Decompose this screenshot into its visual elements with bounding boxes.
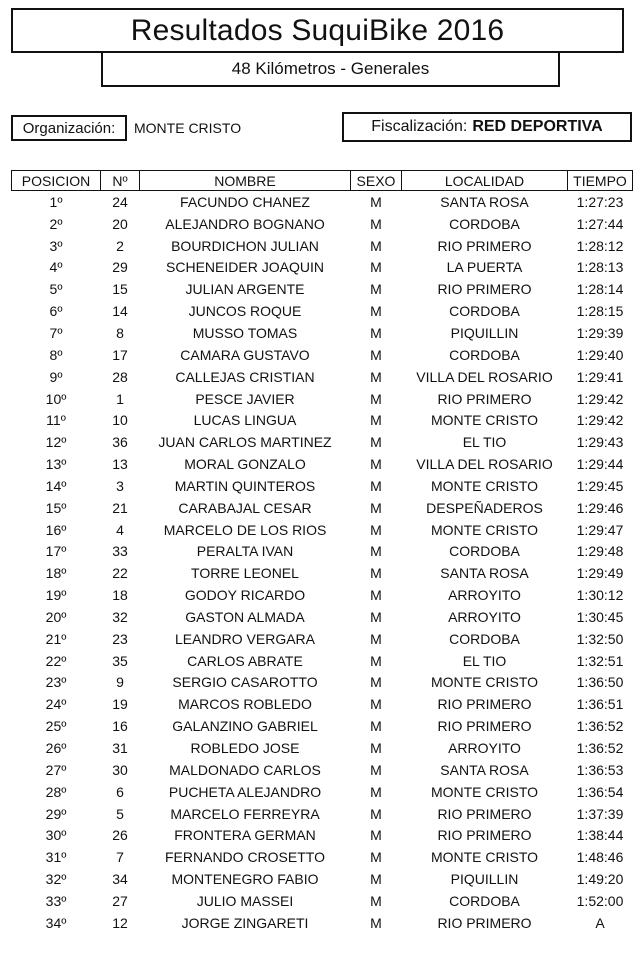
localidad-cell: RIO PRIMERO — [437, 237, 532, 254]
tiempo-cell: 1:29:47 — [576, 521, 624, 538]
posicion-cell: 27º — [45, 761, 67, 778]
tiempo-cell: 1:36:53 — [576, 761, 624, 778]
table-row — [12, 409, 633, 431]
posicion-cell: 32º — [45, 871, 67, 888]
column-header-nombre: NOMBRE — [140, 171, 351, 191]
numero-cell: 21 — [112, 499, 128, 516]
posicion-cell: 3º — [49, 237, 63, 254]
page-title — [11, 8, 624, 53]
localidad-cell: CORDOBA — [449, 892, 520, 909]
table-row — [12, 257, 633, 279]
posicion-cell: 16º — [45, 521, 67, 538]
sexo-cell: M — [370, 608, 382, 625]
posicion-cell: 4º — [49, 259, 63, 276]
fiscalization-box — [342, 112, 632, 142]
fiscalization-value: RED DEPORTIVA — [472, 118, 603, 135]
posicion-cell: 33º — [45, 892, 67, 909]
numero-cell: 34 — [112, 871, 128, 888]
nombre-cell: LUCAS LINGUA — [193, 412, 297, 429]
posicion-cell: 11º — [46, 412, 66, 429]
posicion-cell: 29º — [45, 805, 67, 822]
tiempo-cell: 1:37:39 — [576, 805, 624, 822]
tiempo-cell: 1:28:14 — [576, 281, 624, 298]
numero-cell: 3 — [116, 477, 124, 494]
nombre-cell: TORRE LEONEL — [191, 565, 299, 582]
results-body — [12, 191, 633, 934]
nombre-cell: MUSSO TOMAS — [192, 324, 298, 341]
numero-cell: 27 — [112, 892, 128, 909]
sexo-cell: M — [370, 259, 382, 276]
sexo-cell: M — [370, 674, 382, 691]
numero-cell: 6 — [116, 783, 124, 800]
nombre-cell: PERALTA IVAN — [196, 543, 294, 560]
nombre-cell: FERNANDO CROSETTO — [165, 849, 325, 866]
table-row — [12, 824, 633, 846]
table-row — [12, 497, 633, 519]
numero-cell: 18 — [112, 587, 128, 604]
posicion-cell: 20º — [45, 608, 67, 625]
tiempo-cell: 1:49:20 — [576, 871, 624, 888]
nombre-cell: FRONTERA GERMAN — [174, 827, 316, 844]
table-row — [12, 519, 633, 541]
tiempo-cell: 1:29:46 — [576, 499, 624, 516]
sexo-cell: M — [370, 215, 382, 232]
sexo-cell: M — [370, 477, 382, 494]
numero-cell: 35 — [112, 652, 128, 669]
column-header-numero: Nº — [101, 171, 140, 191]
table-row — [12, 606, 633, 628]
nombre-cell: GODOY RICARDO — [184, 587, 306, 604]
tiempo-cell: 1:28:13 — [576, 259, 624, 276]
sexo-cell: M — [370, 652, 382, 669]
localidad-cell: MONTE CRISTO — [430, 412, 539, 429]
table-row — [12, 322, 633, 344]
sexo-cell: M — [370, 456, 382, 473]
localidad-cell: CORDOBA — [449, 630, 520, 647]
posicion-cell: 13º — [45, 456, 67, 473]
posicion-cell: 31º — [45, 849, 67, 866]
nombre-cell: PESCE JAVIER — [195, 390, 295, 407]
table-row — [12, 541, 633, 563]
posicion-cell: 24º — [45, 696, 67, 713]
nombre-cell: LEANDRO VERGARA — [174, 630, 316, 647]
tiempo-cell: 1:36:50 — [576, 674, 624, 691]
numero-cell: 33 — [112, 543, 128, 560]
sexo-cell: M — [370, 237, 382, 254]
localidad-cell: RIO PRIMERO — [437, 914, 532, 931]
sexo-cell: M — [370, 543, 382, 560]
sexo-cell: M — [370, 390, 382, 407]
localidad-cell: LA PUERTA — [446, 259, 523, 276]
tiempo-cell: 1:29:42 — [576, 390, 624, 407]
column-header-localidad: LOCALIDAD — [402, 171, 568, 191]
sexo-cell: M — [370, 521, 382, 538]
nombre-cell: JUNCOS ROQUE — [188, 303, 302, 320]
sexo-cell: M — [370, 740, 382, 757]
numero-cell: 20 — [112, 215, 128, 232]
nombre-cell: JORGE ZINGARETI — [181, 914, 309, 931]
sexo-cell: M — [370, 565, 382, 582]
tiempo-cell: 1:32:51 — [576, 652, 624, 669]
sexo-cell: M — [370, 499, 382, 516]
numero-cell: 19 — [112, 696, 128, 713]
numero-cell: 24 — [112, 193, 128, 210]
nombre-cell: ALEJANDRO BOGNANO — [165, 215, 325, 232]
table-row — [12, 213, 633, 235]
table-row — [12, 846, 633, 868]
posicion-cell: 28º — [45, 783, 67, 800]
posicion-cell: 34º — [45, 914, 67, 931]
tiempo-cell: 1:27:44 — [576, 215, 624, 232]
tiempo-cell: 1:36:52 — [576, 718, 624, 735]
localidad-cell: ARROYITO — [448, 608, 521, 625]
table-row — [12, 584, 633, 606]
numero-cell: 31 — [112, 740, 128, 757]
localidad-cell: SANTA ROSA — [440, 565, 529, 582]
localidad-cell: PIQUILLIN — [450, 871, 519, 888]
sexo-cell: M — [370, 892, 382, 909]
posicion-cell: 10º — [45, 390, 67, 407]
localidad-cell: RIO PRIMERO — [437, 696, 532, 713]
localidad-cell: RIO PRIMERO — [437, 805, 532, 822]
title-text: Resultados SuquiBike 2016 — [130, 13, 505, 47]
tiempo-cell: 1:36:54 — [576, 783, 624, 800]
sexo-cell: M — [370, 805, 382, 822]
numero-cell: 32 — [112, 608, 128, 625]
sexo-cell: M — [370, 434, 382, 451]
nombre-cell: MONTENEGRO FABIO — [171, 871, 319, 888]
organization-value: MONTE CRISTO — [134, 120, 242, 136]
organization-label: Organización: — [22, 119, 116, 137]
table-header-row — [12, 171, 633, 191]
table-row — [12, 781, 633, 803]
numero-cell: 15 — [112, 281, 128, 298]
posicion-cell: 8º — [49, 346, 63, 363]
tiempo-cell: 1:29:39 — [576, 324, 624, 341]
numero-cell: 29 — [112, 259, 128, 276]
tiempo-cell: 1:27:23 — [576, 193, 624, 210]
tiempo-cell: 1:52:00 — [576, 892, 624, 909]
tiempo-cell: 1:29:42 — [576, 412, 624, 429]
numero-cell: 13 — [112, 456, 128, 473]
nombre-cell: ROBLEDO JOSE — [190, 740, 300, 757]
tiempo-cell: 1:36:52 — [576, 740, 624, 757]
nombre-cell: CALLEJAS CRISTIAN — [175, 368, 315, 385]
numero-cell: 10 — [112, 412, 128, 429]
table-row — [12, 388, 633, 410]
posicion-cell: 17º — [45, 543, 67, 560]
numero-cell: 26 — [112, 827, 128, 844]
nombre-cell: JULIAN ARGENTE — [185, 281, 305, 298]
localidad-cell: MONTE CRISTO — [430, 521, 539, 538]
localidad-cell: CORDOBA — [449, 543, 520, 560]
sexo-cell: M — [370, 587, 382, 604]
table-row — [12, 737, 633, 759]
posicion-cell: 26º — [45, 740, 67, 757]
table-row — [12, 650, 633, 672]
localidad-cell: SANTA ROSA — [440, 761, 529, 778]
sexo-cell: M — [370, 412, 382, 429]
nombre-cell: GASTON ALMADA — [185, 608, 305, 625]
sexo-cell: M — [370, 783, 382, 800]
tiempo-cell: 1:32:50 — [576, 630, 624, 647]
posicion-cell: 2º — [49, 215, 63, 232]
localidad-cell: CORDOBA — [449, 346, 520, 363]
tiempo-cell: 1:30:45 — [576, 608, 624, 625]
posicion-cell: 15º — [45, 499, 67, 516]
tiempo-cell: 1:38:44 — [576, 827, 624, 844]
tiempo-cell: 1:29:41 — [576, 368, 624, 385]
nombre-cell: MORAL GONZALO — [184, 456, 306, 473]
posicion-cell: 5º — [49, 281, 63, 298]
tiempo-cell: 1:28:15 — [576, 303, 624, 320]
posicion-cell: 18º — [45, 565, 67, 582]
table-row — [12, 628, 633, 650]
localidad-cell: VILLA DEL ROSARIO — [416, 456, 553, 473]
numero-cell: 16 — [112, 718, 128, 735]
sexo-cell: M — [370, 281, 382, 298]
sexo-cell: M — [370, 368, 382, 385]
localidad-cell: VILLA DEL ROSARIO — [416, 368, 553, 385]
tiempo-cell: 1:29:40 — [576, 346, 624, 363]
sexo-cell: M — [370, 914, 382, 931]
localidad-cell: SANTA ROSA — [440, 193, 529, 210]
tiempo-cell: 1:29:45 — [576, 477, 624, 494]
sexo-cell: M — [370, 630, 382, 647]
localidad-cell: MONTE CRISTO — [430, 674, 539, 691]
sexo-cell: M — [370, 346, 382, 363]
localidad-cell: RIO PRIMERO — [437, 390, 532, 407]
table-row — [12, 693, 633, 715]
numero-cell: 7 — [116, 849, 124, 866]
table-row — [12, 803, 633, 825]
page-subtitle — [101, 53, 560, 87]
localidad-cell: PIQUILLIN — [450, 324, 519, 341]
localidad-cell: MONTE CRISTO — [430, 849, 539, 866]
nombre-cell: SCHENEIDER JOAQUIN — [166, 259, 324, 276]
localidad-cell: CORDOBA — [449, 303, 520, 320]
nombre-cell: JUAN CARLOS MARTINEZ — [158, 434, 332, 451]
localidad-cell: EL TIO — [462, 434, 507, 451]
numero-cell: 2 — [116, 237, 124, 254]
localidad-cell: RIO PRIMERO — [437, 718, 532, 735]
sexo-cell: M — [370, 761, 382, 778]
subtitle-text: 48 Kilómetros - Generales — [231, 59, 430, 78]
posicion-cell: 19º — [45, 587, 67, 604]
column-header-posicion: POSICION — [12, 171, 101, 191]
numero-cell: 8 — [116, 324, 124, 341]
posicion-cell: 9º — [49, 368, 63, 385]
posicion-cell: 14º — [45, 477, 67, 494]
numero-cell: 1 — [116, 390, 124, 407]
tiempo-cell: 1:29:48 — [576, 543, 624, 560]
nombre-cell: MARCOS ROBLEDO — [178, 696, 312, 713]
column-header-tiempo: TIEMPO — [568, 171, 633, 191]
table-row — [12, 912, 633, 934]
results-table — [11, 170, 633, 934]
localidad-cell: DESPEÑADEROS — [426, 499, 543, 516]
nombre-cell: CARABAJAL CESAR — [178, 499, 312, 516]
posicion-cell: 22º — [45, 652, 67, 669]
fiscalization-label: Fiscalización: — [371, 118, 468, 135]
posicion-cell: 12º — [45, 434, 67, 451]
numero-cell: 23 — [112, 630, 128, 647]
tiempo-cell: 1:48:46 — [576, 849, 624, 866]
table-row — [12, 191, 633, 213]
localidad-cell: RIO PRIMERO — [437, 281, 532, 298]
posicion-cell: 30º — [45, 827, 67, 844]
table-row — [12, 475, 633, 497]
nombre-cell: MARTIN QUINTEROS — [174, 477, 316, 494]
nombre-cell: FACUNDO CHANEZ — [180, 193, 310, 210]
nombre-cell: MARCELO DE LOS RIOS — [163, 521, 327, 538]
numero-cell: 5 — [116, 805, 124, 822]
sexo-cell: M — [370, 718, 382, 735]
posicion-cell: 21º — [45, 630, 67, 647]
numero-cell: 28 — [112, 368, 128, 385]
nombre-cell: JULIO MASSEI — [196, 892, 294, 909]
nombre-cell: SERGIO CASAROTTO — [172, 674, 318, 691]
table-row — [12, 562, 633, 584]
localidad-cell: MONTE CRISTO — [430, 783, 539, 800]
nombre-cell: MALDONADO CARLOS — [169, 761, 321, 778]
table-row — [12, 759, 633, 781]
table-row — [12, 672, 633, 694]
nombre-cell: GALANZINO GABRIEL — [172, 718, 318, 735]
posicion-cell: 23º — [45, 674, 67, 691]
posicion-cell: 25º — [45, 718, 67, 735]
tiempo-cell: 1:28:12 — [576, 237, 624, 254]
localidad-cell: ARROYITO — [448, 587, 521, 604]
table-row — [12, 300, 633, 322]
numero-cell: 12 — [112, 914, 128, 931]
table-row — [12, 715, 633, 737]
nombre-cell: PUCHETA ALEJANDRO — [168, 783, 322, 800]
table-row — [12, 890, 633, 912]
localidad-cell: CORDOBA — [449, 215, 520, 232]
tiempo-cell: 1:30:12 — [576, 587, 624, 604]
numero-cell: 17 — [112, 346, 128, 363]
nombre-cell: CAMARA GUSTAVO — [180, 346, 310, 363]
numero-cell: 22 — [112, 565, 128, 582]
posicion-cell: 1º — [49, 193, 63, 210]
localidad-cell: RIO PRIMERO — [437, 827, 532, 844]
sexo-cell: M — [370, 696, 382, 713]
sexo-cell: M — [370, 324, 382, 341]
numero-cell: 30 — [112, 761, 128, 778]
sexo-cell: M — [370, 303, 382, 320]
localidad-cell: MONTE CRISTO — [430, 477, 539, 494]
numero-cell: 36 — [112, 434, 128, 451]
table-row — [12, 431, 633, 453]
column-header-sexo: SEXO — [351, 171, 402, 191]
numero-cell: 14 — [112, 303, 128, 320]
table-row — [12, 235, 633, 257]
tiempo-cell: 1:29:43 — [576, 434, 624, 451]
nombre-cell: MARCELO FERREYRA — [170, 805, 320, 822]
sexo-cell: M — [370, 827, 382, 844]
posicion-cell: 7º — [49, 324, 63, 341]
table-row — [12, 344, 633, 366]
nombre-cell: CARLOS ABRATE — [187, 652, 303, 669]
table-row — [12, 366, 633, 388]
localidad-cell: EL TIO — [462, 652, 507, 669]
organization-label-box — [11, 115, 127, 141]
table-row — [12, 278, 633, 300]
nombre-cell: BOURDICHON JULIAN — [171, 237, 319, 254]
numero-cell: 4 — [116, 521, 124, 538]
sexo-cell: M — [370, 849, 382, 866]
tiempo-cell: 1:29:44 — [576, 456, 624, 473]
posicion-cell: 6º — [49, 303, 63, 320]
sexo-cell: M — [370, 871, 382, 888]
tiempo-cell: A — [595, 914, 605, 931]
table-row — [12, 453, 633, 475]
localidad-cell: ARROYITO — [448, 740, 521, 757]
tiempo-cell: 1:29:49 — [576, 565, 624, 582]
tiempo-cell: 1:36:51 — [576, 696, 624, 713]
numero-cell: 9 — [116, 674, 124, 691]
sexo-cell: M — [370, 193, 382, 210]
table-row — [12, 868, 633, 890]
